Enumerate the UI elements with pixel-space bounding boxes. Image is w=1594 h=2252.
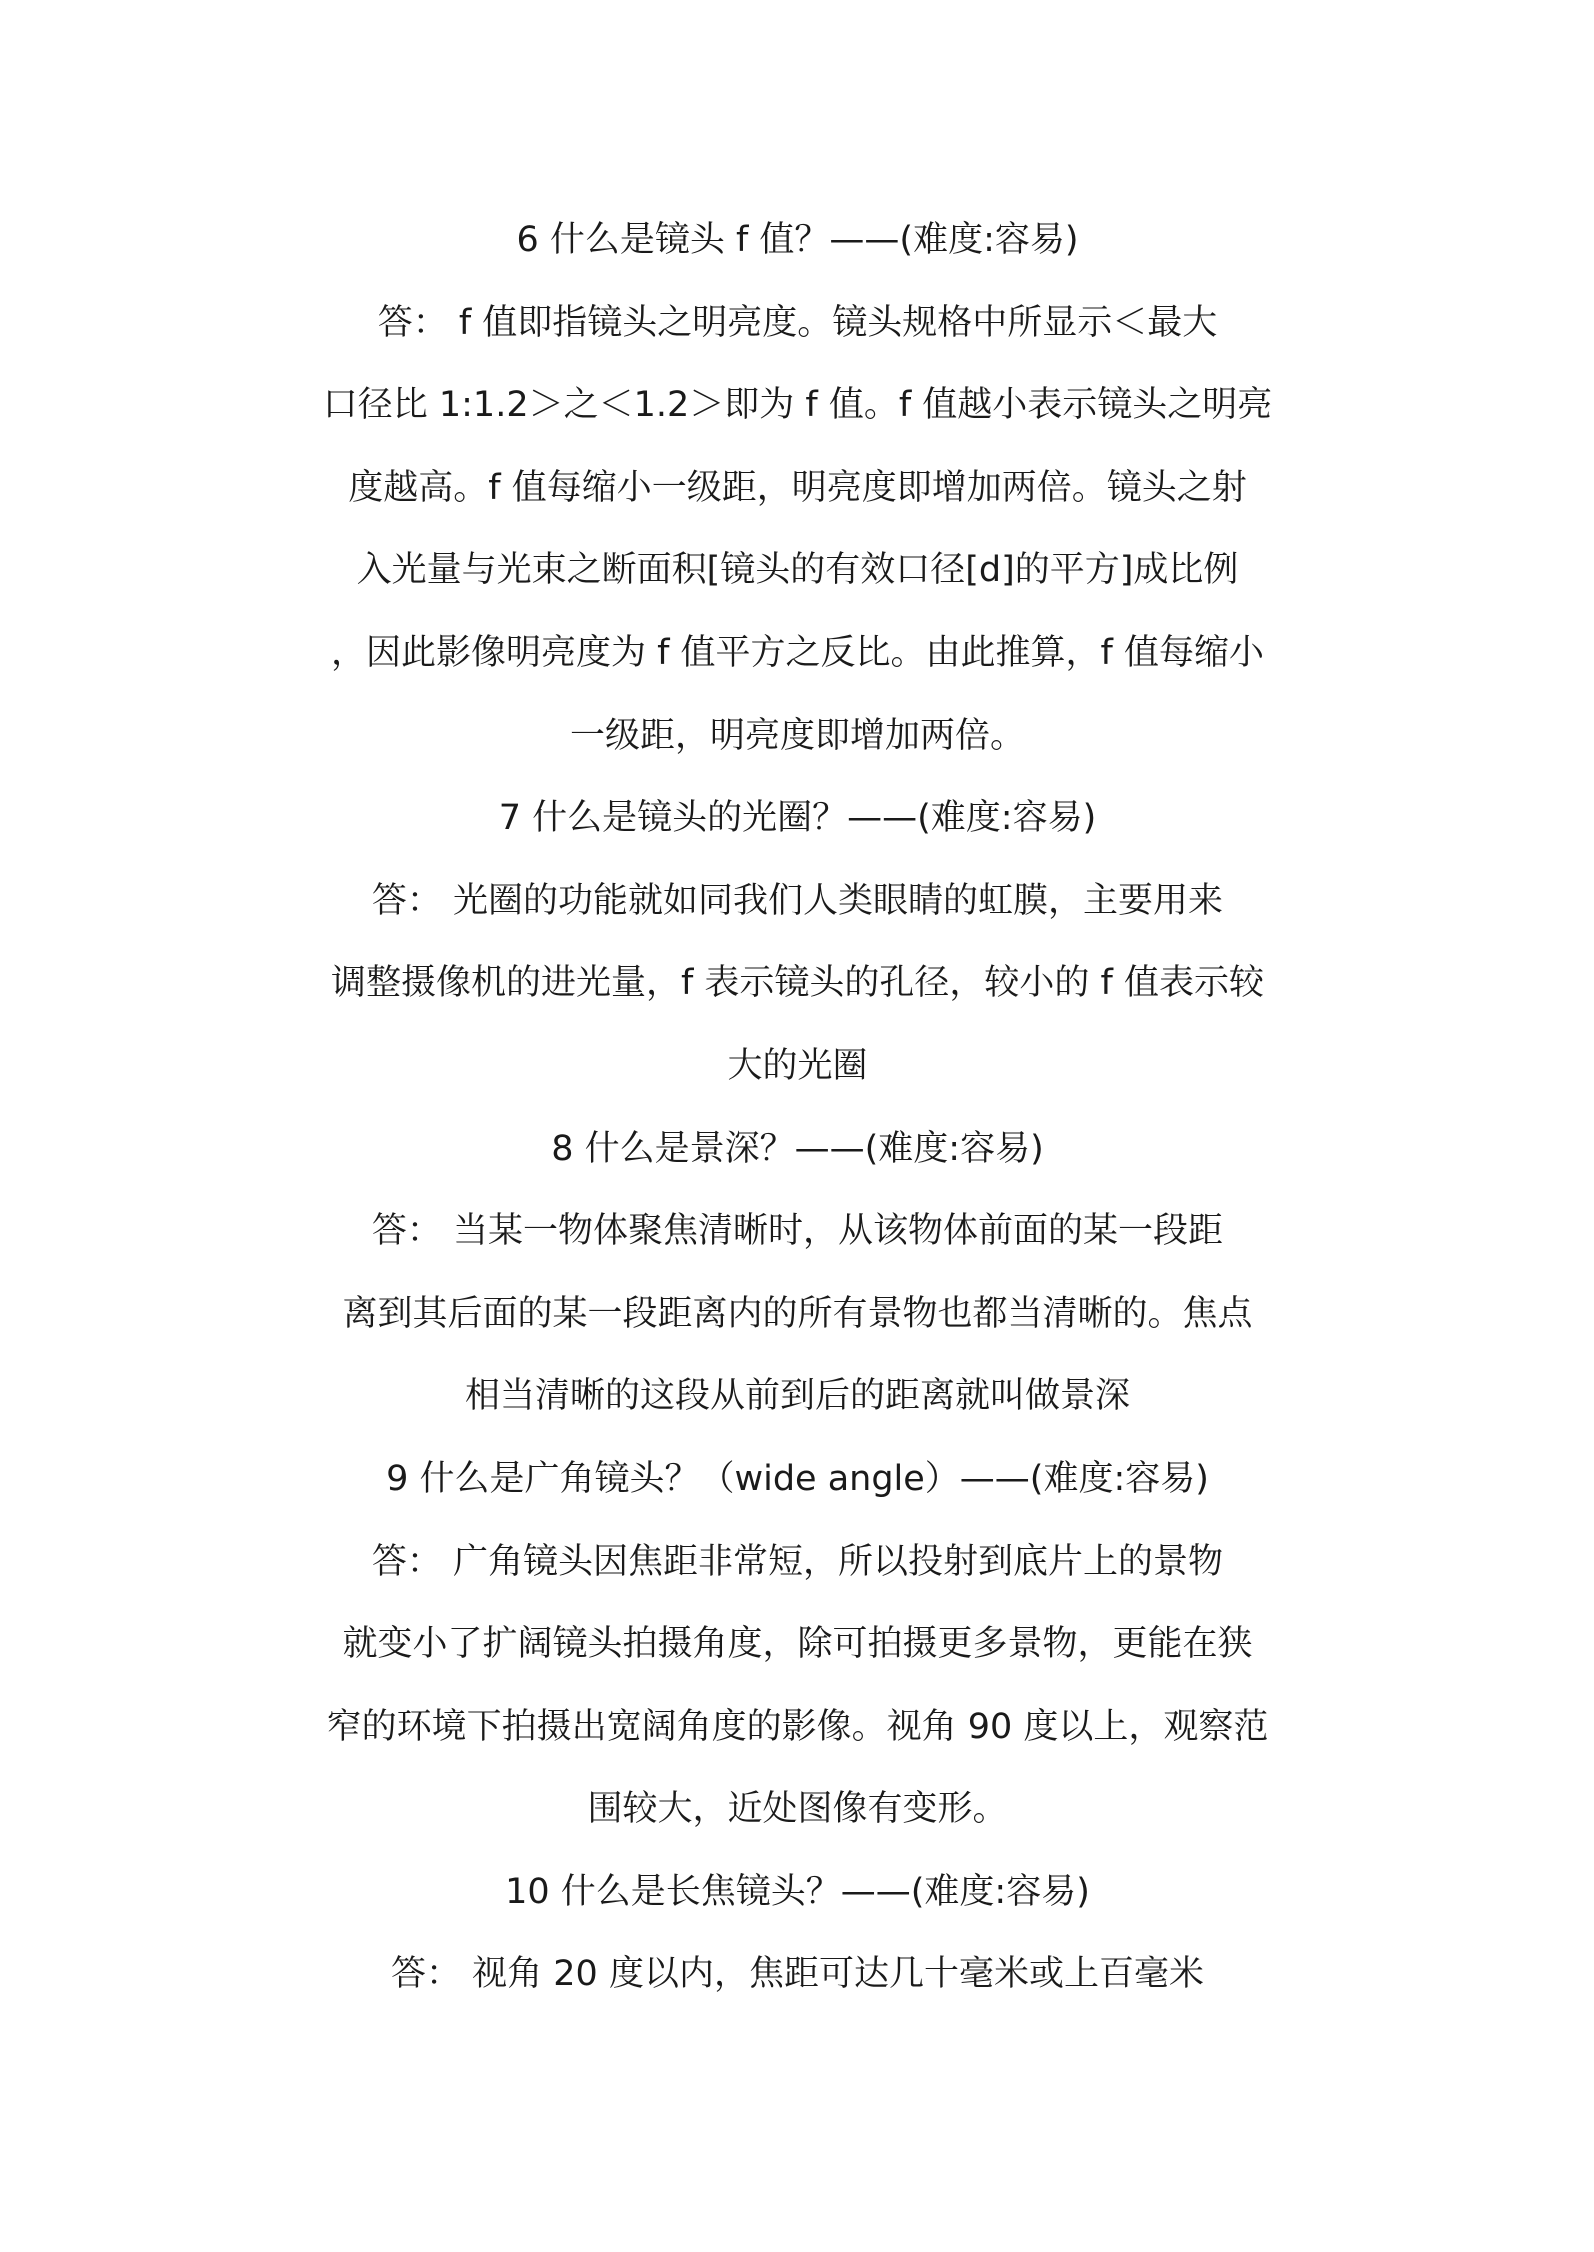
answer-7-line-3: 大的光圈 (727, 1045, 868, 1086)
question-8-title: 8 什么是景深？——(难度:容易) (551, 1128, 1044, 1169)
answer-6-line-4: 入光量与光束之断面积[镜头的有效口径[d]的平方]成比例 (356, 550, 1239, 591)
answer-6-line-1: 答： f 值即指镜头之明亮度。镜头规格中所显示＜最大 (377, 302, 1218, 343)
question-9-title: 9 什么是广角镜头？（wide angle）——(难度:容易) (386, 1458, 1209, 1499)
answer-6-line-2: 口径比 1:1.2＞之＜1.2＞即为 f 值。f 值越小表示镜头之明亮 (322, 385, 1273, 426)
answer-9-line-1: 答： 广角镜头因焦距非常短，所以投射到底片上的景物 (371, 1541, 1224, 1582)
answer-10-line-1: 答： 视角 20 度以内，焦距可达几十毫米或上百毫米 (391, 1954, 1204, 1995)
answer-9-line-2: 就变小了扩阔镜头拍摄角度，除可拍摄更多景物，更能在狭 (342, 1624, 1253, 1665)
answer-7-line-1: 答： 光圈的功能就如同我们人类眼睛的虹膜，主要用来 (371, 880, 1224, 921)
question-7-title: 7 什么是镜头的光圈？——(难度:容易) (498, 798, 1097, 839)
document-body (260, 210, 1335, 2027)
answer-8-line-2: 离到其后面的某一段距离内的所有景物也都当清晰的。焦点 (342, 1293, 1253, 1334)
answer-9-line-4: 围较大，近处图像有变形。 (587, 1789, 1008, 1830)
answer-6-line-3: 度越高。f 值每缩小一级距，明亮度即增加两倍。镜头之射 (348, 467, 1247, 508)
answer-8-line-1: 答： 当某一物体聚焦清晰时，从该物体前面的某一段距 (371, 1211, 1224, 1252)
answer-6-line-5: ，因此影像明亮度为 f 值平方之反比。由此推算，f 值每缩小 (330, 632, 1265, 673)
answer-8-line-3: 相当清晰的这段从前到后的距离就叫做景深 (464, 1376, 1130, 1417)
answer-7-line-2: 调整摄像机的进光量，f 表示镜头的孔径，较小的 f 值表示较 (330, 963, 1265, 1004)
question-6-title: 6 什么是镜头 f 值？——(难度:容易) (516, 220, 1079, 260)
question-10-title: 10 什么是长焦镜头？——(难度:容易) (505, 1871, 1090, 1912)
answer-9-line-3: 窄的环境下拍摄出宽阔角度的影像。视角 90 度以上，观察范 (326, 1706, 1269, 1747)
answer-6-line-6: 一级距，明亮度即增加两倍。 (569, 715, 1025, 756)
